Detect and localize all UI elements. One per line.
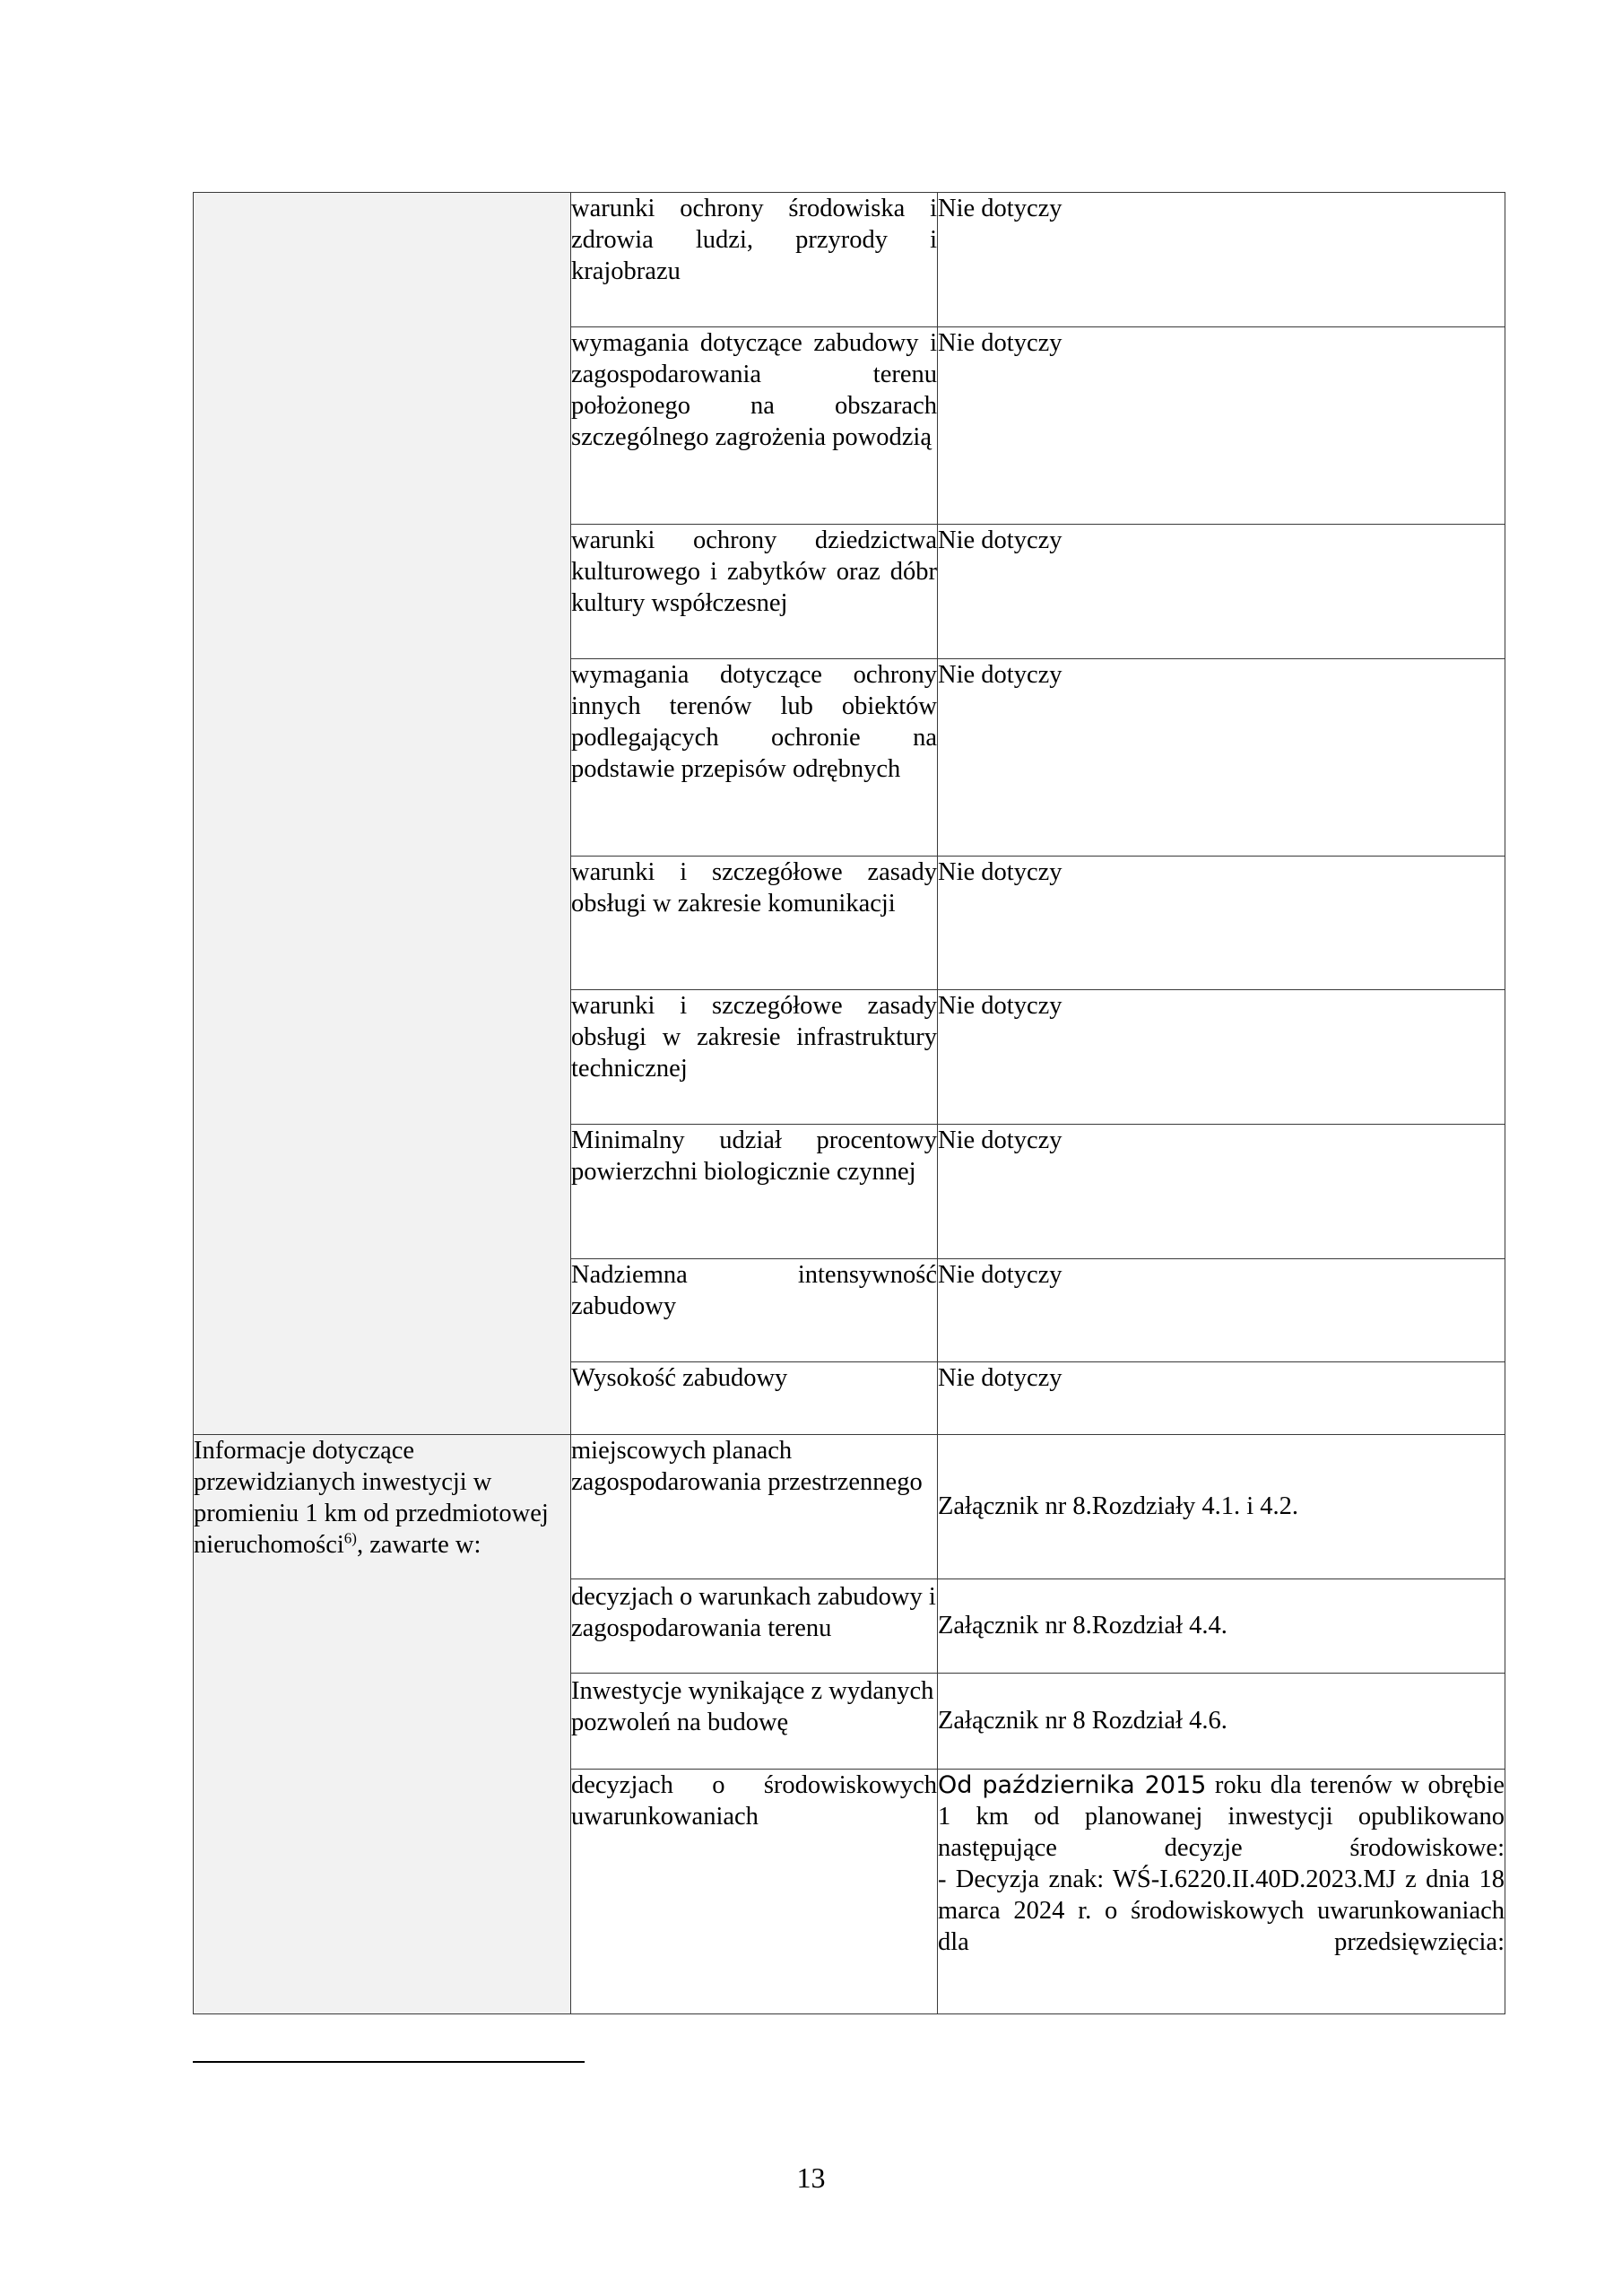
investments-heading-cell xyxy=(194,1434,571,2013)
row-label: warunki i szczegółowe zasady obsługi w zakresie infrastruktury technicznej xyxy=(571,990,938,1125)
row-label: warunki i szczegółowe zasady obsługi w zakresie komunikacji xyxy=(571,856,938,990)
env-decision-value xyxy=(938,1769,1505,2013)
row-value: Nie dotyczy xyxy=(938,524,1505,658)
env-value-rest: roku dla terenów w obrębie 1 km od planowanej inwestycji opublikowano następujące decyzje środowiskowe: xyxy=(938,1770,1505,1862)
investment-value: Załącznik nr 8 Rozdział 4.6. xyxy=(938,1674,1505,1770)
env-value-lead: Od października 2015 xyxy=(938,1770,1207,1799)
footnote-ref: 6) xyxy=(343,1529,357,1547)
env-decision-text: - Decyzja znak: WŚ-I.6220.II.40D.2023.MJ z dnia 18 marca 2024 r. o środowiskowych uwarunkowaniach dla przedsięwzięcia: xyxy=(938,1865,1505,1956)
investment-label: Inwestycje wynikające z wydanych pozwoleń na budowę xyxy=(571,1674,938,1770)
page-number: 13 xyxy=(796,2161,826,2194)
row-label: Nadziemna intensywność zabudowy xyxy=(571,1258,938,1362)
row-value: Nie dotyczy xyxy=(938,856,1505,990)
row-label: warunki ochrony dziedzictwa kulturowego i zabytków oraz dóbr kultury współczesnej xyxy=(571,524,938,658)
row-value: Nie dotyczy xyxy=(938,1258,1505,1362)
conditions-table xyxy=(193,192,1505,2014)
investments-heading-tail: , zawarte w: xyxy=(356,1530,481,1559)
footnote-separator xyxy=(193,2061,585,2063)
investment-label: miejscowych planach zagospodarowania przestrzennego xyxy=(571,1434,938,1578)
row-label: wymagania dotyczące zabudowy i zagospodarowania terenu położonego na obszarach szczególnego zagrożenia powodzią xyxy=(571,326,938,524)
investments-heading: Informacje dotyczące przewidzianych inwestycji w promieniu 1 km od przedmiotowej nieruchomości xyxy=(194,1436,549,1559)
investment-value: Załącznik nr 8.Rozdział 4.4. xyxy=(938,1578,1505,1674)
row-label: warunki ochrony środowiska i zdrowia ludzi, przyrody i krajobrazu xyxy=(571,193,938,327)
row-value: Nie dotyczy xyxy=(938,658,1505,856)
row-value: Nie dotyczy xyxy=(938,1125,1505,1259)
env-decision-label: decyzjach o środowiskowych uwarunkowaniach xyxy=(571,1769,938,2013)
investment-value: Załącznik nr 8.Rozdziały 4.1. i 4.2. xyxy=(938,1434,1505,1578)
row-label: wymagania dotyczące ochrony innych terenów lub obiektów podlegających ochronie na podstawie przepisów odrębnych xyxy=(571,658,938,856)
empty-category-cell xyxy=(194,193,571,1435)
row-value: Nie dotyczy xyxy=(938,193,1505,327)
investment-label: decyzjach o warunkach zabudowy i zagospodarowania terenu xyxy=(571,1578,938,1674)
row-value: Nie dotyczy xyxy=(938,990,1505,1125)
row-value: Nie dotyczy xyxy=(938,1362,1505,1434)
row-value: Nie dotyczy xyxy=(938,326,1505,524)
row-label: Minimalny udział procentowy powierzchni biologicznie czynnej xyxy=(571,1125,938,1259)
row-label: Wysokość zabudowy xyxy=(571,1362,938,1434)
